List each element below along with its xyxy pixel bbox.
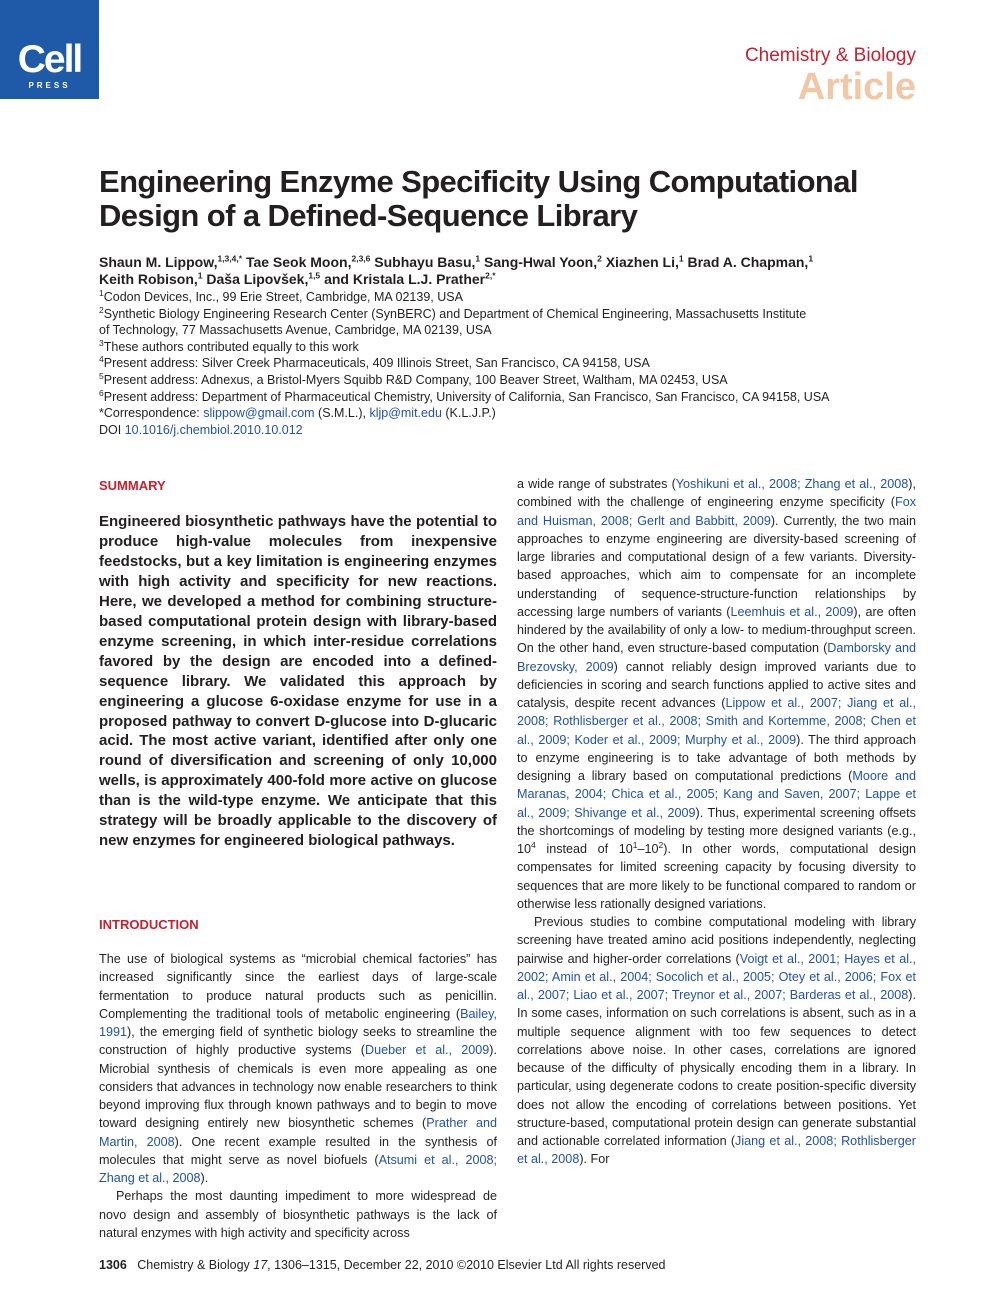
affiliation-line [99,372,919,389]
author-affiliation-mark: 1 [197,270,203,281]
citation-link[interactable]: Yoshikuni et al., 2008; Zhang et al., 2008 [675,477,909,491]
author-affiliation-mark: 2,* [485,270,496,281]
page-number: 1306 [99,1258,127,1272]
body-text: The use of biological systems as “microbial chemical factories” has increased significantly since the earliest days of large-scale fermentation to produce natural products such as penicillin. Complementing the traditional tools of metabolic engineering ( [99,952,497,1021]
affiliation-text: Codon Devices, Inc., 99 Erie Street, Cambridge, MA 02139, USA [103,290,463,304]
doi-link[interactable]: 10.1016/j.chembiol.2010.10.012 [124,422,303,437]
body-text: ), are often hindered by the availability of only a low- to medium-throughput screen. On the other hand, even structure-based computation ( [517,604,916,656]
email-link-2[interactable]: kljp@mit.edu [369,406,442,421]
intro-paragraph-1 [99,950,497,1187]
affiliation-text: These authors contributed equally to this work [103,339,359,354]
affiliations [99,289,919,438]
summary-text: Engineered biosynthetic pathways have the potential to produce high-value molecules from inexpensive feedstocks, but a key limitation is engineering enzymes with high activity and specificity for new reactions. Here, we developed a method for combining structure-based computational protein design with library-based enzyme screening, in which inter-residue correlations favored by the design are encoded into a defined-sequence library. We validated this approach by engineering a glucose 6-oxidase enzyme for use in a proposed pathway to convert D-glucose into D-glucaric acid. The most active variant, identified after only one round of diversification and screening of only 10,000 wells, is approximately 400-fold more active on glucose than is the wild-type enzyme. We anticipate that this strategy will be broadly applicable to the discovery of new enzymes for engineered biological pathways. [99,513,497,850]
correspondence-initials-1: (S.M.L.), [314,406,370,421]
affiliation-line [99,306,919,323]
body-text: ). Microbial synthesis of chemicals is even more appealing as one considers that advances in technology now enable researchers to think beyond improving flux through known pathways and to begin to move toward designing entirely new biosynthetic schemes ( [99,1043,497,1131]
body-text: instead of 10 [535,842,633,856]
doi-label: DOI [99,422,125,437]
affiliation-text: Present address: Adnexus, a Bristol-Myers Squibb R&D Company, 100 Beaver Street, Waltham, MA 02453, USA [103,372,728,387]
affiliation-line [99,389,919,406]
superscript: 4 [531,839,536,850]
superscript: 1 [632,839,638,850]
body-text: ). One recent example resulted in the synthesis of molecules that might serve as novel biofuels ( [99,1134,497,1167]
author-name: Shaun M. Lippow, [99,254,218,270]
affiliation-text: Present address: Silver Creek Pharmaceuticals, 409 Illinois Street, San Francisco, CA 94158, USA [103,356,650,371]
introduction-heading: INTRODUCTION [99,917,199,932]
intro-paragraph-2: Perhaps the most daunting impediment to more widespread de novo design and assembly of biosynthetic pathways is the lack of natural enzymes with high activity and specificity across [99,1189,497,1240]
citation-link[interactable]: Atsumi et al., 2008; Zhang et al., 2008 [99,1152,497,1185]
author-name: Tae Seok Moon, [245,254,352,270]
body-text: ), combined with the challenge of engineering enzyme specificity ( [517,477,916,510]
citation-link[interactable]: Voigt et al., 2001; Hayes et al., 2002; Amin et al., 2004; Socolich et al., 2005; Otey et al., 2006; Fox et al., 2007; Liao et al., 2007; Treynor et al., 2007; Barderas et al., 2008 [517,951,917,1002]
body-text: ). For [579,1152,610,1167]
email-link-1[interactable]: slippow@gmail.com [203,406,315,421]
intro-column-right [517,475,916,1169]
article-type: Article [797,66,916,108]
body-text: ). Currently, the two main approaches to enzyme engineering are diversity-based screening of large libraries and computational design of a few variants. Diversity-based approaches, which aim to compensate for an incomplete understanding of sequence-structure-function relationships by accessing large numbers of variants ( [517,513,916,619]
body-text: ). Thus, experimental screening offsets the shortcomings of modeling by testing more designed variants (e.g., 10 [517,805,916,856]
affiliation-line [99,322,919,339]
citation-link[interactable]: Lippow et al., 2007; Jiang et al., 2008; Rothlisberger et al., 2008; Smith and Kortemme, 2008; Chen et al., 2009; Koder et al., 2009; Murphy et al., 2009 [517,696,916,747]
footer-volume: 17 [253,1258,268,1272]
right-paragraph-1 [517,475,916,913]
body-text: ). The third approach to enzyme engineering is to take advantage of both methods by designing a library based on computational predictions ( [517,732,916,783]
affiliation-mark: 3 [99,337,104,348]
logo-press-text: PRESS [28,81,71,90]
cell-press-logo [0,0,99,99]
affiliation-line [99,339,919,356]
citation-link[interactable]: Damborsky and Brezovsky, 2009 [517,641,916,674]
author-affiliation-mark: 1 [678,253,684,264]
logo-cell-text: Cell [17,38,82,81]
body-text: a wide range of substrates ( [517,477,676,491]
affiliation-mark: 4 [99,354,104,365]
right-paragraph-2 [517,913,916,1169]
affiliation-text: of Technology, 77 Massachusetts Avenue, Cambridge, MA 02139, USA [99,323,492,338]
journal-name: Chemistry & Biology [744,45,916,66]
body-text: ), the emerging field of synthetic biology seeks to streamline the construction of highly productive systems ( [99,1025,497,1058]
affiliation-text: Synthetic Biology Engineering Research Center (SynBERC) and Department of Chemical Engineering, Massachusetts Institute [103,306,807,321]
affiliation-mark: 5 [99,370,104,381]
citation-link[interactable]: Moore and Maranas, 2004; Chica et al., 2005; Kang and Saven, 2007; Lappe et al., 2009; Shivange et al., 2009 [517,769,916,820]
citation-link[interactable]: Jiang et al., 2008; Rothlisberger et al., 2008 [517,1134,916,1167]
affiliation-mark: 2 [99,304,104,315]
footer-citation: , 1306–1315, December 22, 2010 ©2010 Elsevier Ltd All rights reserved [267,1258,666,1272]
correspondence-initials-2: (K.L.J.P.) [441,406,496,421]
body-text: ). In other words, computational design compensates for limited screening capacity by focusing diversity to sequences that are more likely to be functional compared to random or otherwise less rationally designed variations. [517,842,916,911]
author-name: Keith Robison, [99,271,198,287]
body-text: ) cannot reliably design improved variants due to deficiencies in scoring and search functions applied to active sites and catalysis, despite recent advances ( [517,659,916,710]
page-footer [99,1258,666,1272]
author-affiliation-mark: 1 [475,253,481,264]
citation-link[interactable]: Dueber et al., 2009 [364,1043,490,1058]
author-name: and Kristala L.J. Prather [324,271,486,287]
intro-column-left [99,950,497,1242]
article-title: Engineering Enzyme Specificity Using Computational Design of a Defined-Sequence Library [99,164,858,233]
summary-heading: SUMMARY [99,478,166,493]
author-name: Brad A. Chapman, [687,254,809,270]
citation-link[interactable]: Bailey, 1991 [99,1006,497,1039]
correspondence-label: *Correspondence: [99,406,204,421]
affiliation-line [99,289,919,306]
citation-link[interactable]: Fox and Huisman, 2008; Gerlt and Babbitt, 2009 [517,495,916,528]
affiliation-text: Present address: Department of Pharmaceutical Chemistry, University of California, San Francisco, San Francisco, CA 94158, USA [103,389,830,404]
affiliation-mark: 1 [99,287,104,298]
doi-line [99,422,919,439]
superscript: 2 [658,839,664,850]
affiliation-mark: 6 [99,387,104,398]
author-list [99,254,919,288]
author-affiliation-mark: 2,3,6 [351,253,371,264]
correspondence [99,405,919,422]
author-affiliation-mark: 2 [597,253,602,264]
author-name: Subhayu Basu, [374,254,476,270]
affiliation-line [99,355,919,372]
footer-journal: Chemistry & Biology [137,1258,254,1272]
author-name: Xiazhen Li, [605,254,679,270]
author-name: Sang-Hwal Yoon, [484,254,598,270]
author-affiliation-mark: 1,3,4,* [217,253,243,264]
author-affiliation-mark: 1,5 [308,270,321,281]
body-text: ). [200,1171,209,1185]
citation-link[interactable]: Leemhuis et al., 2009 [730,604,854,619]
body-text: –10 [637,842,659,856]
citation-link[interactable]: Prather and Martin, 2008 [99,1116,497,1149]
author-affiliation-mark: 1 [808,253,814,264]
author-name: Daša Lipovšek, [206,271,309,287]
body-text: Previous studies to combine computational modeling with library screening have treated amino acid positions independently, neglecting pairwise and higher-order correlations ( [517,915,916,966]
body-text: ). In some cases, information on such correlations is absent, such as in a multiple sequence alignment with too few sequences to detect correlations above noise. In other cases, correlations are ignored because of the difficulty of physically encoding them in a library. In particular, using degenerate codons to create position-specific diversity does not allow the encoding of correlations between positions. Yet structure-based, computational protein design can generate substantial and actionable correlated information ( [517,988,916,1148]
